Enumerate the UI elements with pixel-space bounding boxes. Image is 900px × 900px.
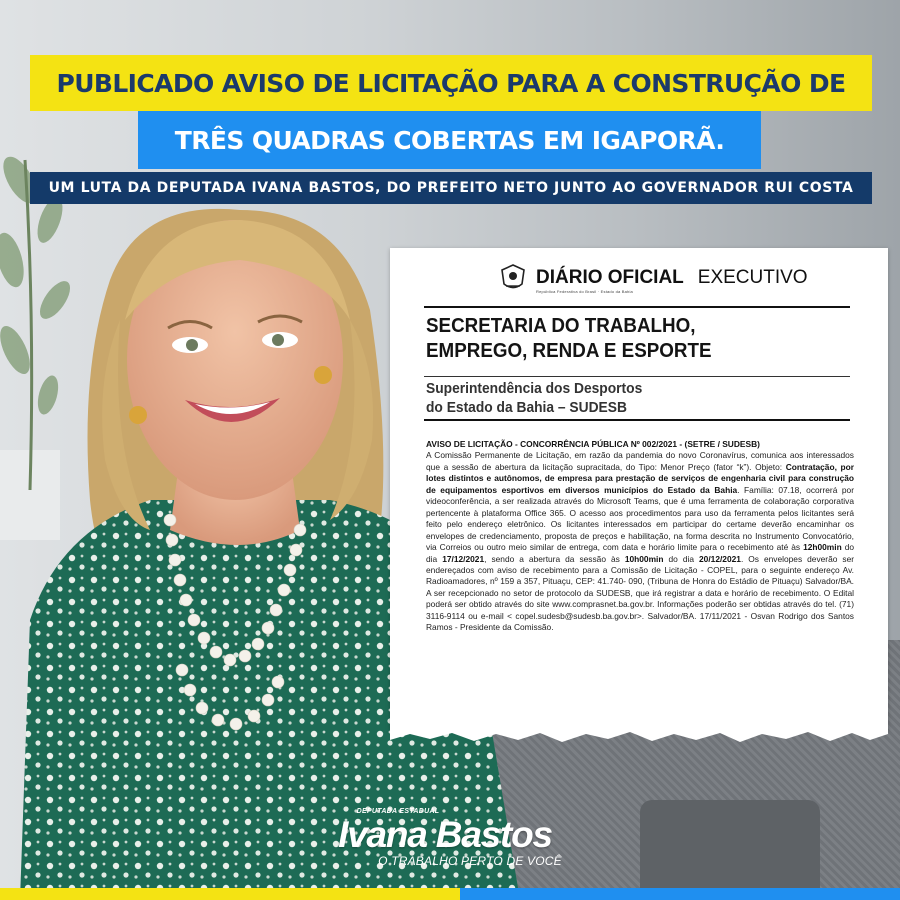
logo-title-small: DEPUTADA ESTADUAL [356,808,440,815]
ivana-bastos-logo [300,808,590,868]
agency-line-1: Superintendência dos Desportos [426,380,643,397]
bid-notice [426,439,854,634]
logo-slogan: O TRABALHO PERTO DE VOCÊ [378,854,562,868]
notice-text-5: do dia [668,553,694,564]
newspaper-clipping [390,248,888,730]
headline-banner-yellow [30,55,872,111]
headline-line-1: PUBLICADO AVISO DE LICITAÇÃO PARA A CONSTRUÇÃO DE [56,68,846,98]
bahia-seal-icon [500,264,526,292]
notice-heading: AVISO DE LICITAÇÃO - CONCORRÊNCIA PÚBLICA Nº 002/2021 - (SETRE / SUDESB) [426,439,760,449]
divider-rule [424,306,850,308]
pillow [640,800,820,900]
masthead [500,264,808,292]
headline-banner-navy [30,172,872,204]
torn-paper-edge [390,728,888,744]
notice-text-2: . Família: 07.18, ocorrerá por videoconferência, a ser realizada através do Microsoft Teams, que é uma ferramenta de colaboração corporativa pertencente à plataforma Office 365. O acesso aos procedimentos para uso da ferramenta pelos licitantes será feito pelo endereço eletrônico. Os licitantes interessados em participar do certame deverão encaminhar os envelopes de credenciamento, proposta de preços e habilitação, na forma descrita no Instrumento Convocatório, via Correios ou outro meio similar de entrega, com data e horário limite para o recebimento até às [426,484,854,553]
logo-name: Ivana Bastos [338,814,552,855]
stripe-yellow [0,888,460,900]
secretariat-title [426,314,830,364]
divider-rule [424,419,850,421]
notice-text-3: do dia [426,542,855,564]
secretariat-line-1: SECRETARIA DO TRABALHO, [426,315,696,337]
notice-date-2: 20/12/2021 [699,553,741,564]
notice-date-1: 17/12/2021 [442,553,485,564]
notice-text-4: , sendo a abertura da sessão às [484,553,620,564]
notice-object: Contratação, por lotes distintos e autônomos, de empresa para prestação de serviços de engenharia civil para construção de equipamentos esportivos em diversos municípios do Estado da Bahia [426,461,855,495]
bottom-color-stripe [0,888,900,900]
notice-text-1: A Comissão Permanente de Licitação, em razão da pandemia do novo Coronavírus, comunica aos interessados que a sessão de abertura da licitação supracitada, do Tipo: Menor Preço (fator “k”). Objeto: [426,450,854,472]
headline-banner-blue [138,111,761,169]
agency-title [426,379,822,417]
notice-text-6: . Os envelopes deverão ser endereçados com aviso de recebimento para a Comissão de Licitação - COPEL, para o seguinte endereço Av. Radioamadores, nº 159 a 357, Pituaçu, CEP: 41.740- 090, (Tribuna de Honra do Estádio de Pituaçu) Salvador/BA. A ser recepcionado no setor de protocolo da SUDESB, que irá registrar a data e horário de recebimento. O Edital poderá ser obtido através do site www.comprasnet.ba.gov.br. Informações poderão ser obtidas através do tel. (71) 3116-9114 ou e-mail < copel.sudesb@sudesb.ba.gov.br>. Salvador/BA. 17/11/2021 - Osvan Rodrigo dos Santos Ramos - Presidente da Comissão. [426,553,855,633]
secretariat-line-2: EMPREGO, RENDA E ESPORTE [426,340,712,362]
divider-rule [424,376,850,377]
stripe-blue [460,888,900,900]
agency-line-2: do Estado da Bahia – SUDESB [426,399,627,416]
masthead-small-print: República Federativa do Brasil · Estado da Bahia [536,289,633,294]
notice-time-1: 12h00min [803,542,842,553]
masthead-title: DIÁRIO OFICIAL [536,267,684,288]
headline-line-2: TRÊS QUADRAS COBERTAS EM IGAPORÃ. [174,125,725,155]
masthead-section: EXECUTIVO [697,267,808,288]
headline-line-3: UM LUTA DA DEPUTADA IVANA BASTOS, DO PREFEITO NETO JUNTO AO GOVERNADOR RUI COSTA [48,180,854,196]
notice-time-2: 10h00min [624,553,664,564]
